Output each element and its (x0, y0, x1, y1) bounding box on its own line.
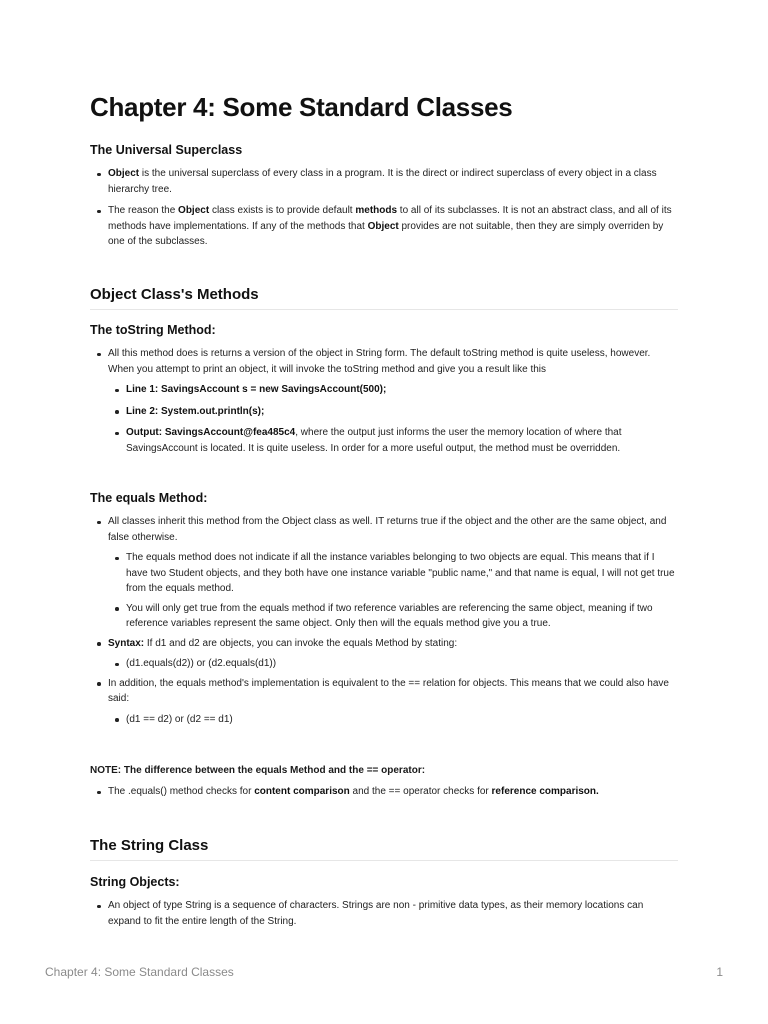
nested-list (108, 712, 678, 728)
list-item (126, 656, 678, 672)
bold-text: reference comparison. (491, 786, 599, 797)
text: If d1 and d2 are objects, you can invoke the equals Method by stating: (144, 637, 458, 649)
bold-text: Object (108, 168, 140, 179)
code-line-1: Line 1: SavingsAccount s = new SavingsAccount(500); (126, 384, 387, 395)
text: and the == operator checks for (349, 786, 492, 797)
text: The .equals() method checks for (108, 786, 255, 797)
text: , where the output just informs the user the memory location of where that SavingsAccount is located. It is quite useless. In order for a more useful output, the method must be overridden. (126, 427, 622, 454)
list-item (108, 784, 678, 800)
list-item (126, 382, 678, 398)
list-item (108, 346, 678, 456)
subsection-equals (90, 491, 678, 731)
list-item (126, 712, 678, 728)
bullet-list (90, 346, 678, 456)
bold-text: Object (178, 205, 210, 216)
list-item (126, 404, 678, 420)
text: class exists is to provide default (209, 205, 356, 216)
text: provides are not suitable, then they are simply overriden by one of the subclasses. (108, 220, 664, 247)
bullet-list (90, 514, 678, 727)
list-item (108, 514, 678, 632)
bullet-list (90, 898, 678, 929)
subsection-heading: String Objects: (90, 875, 180, 889)
text: The reason the (108, 205, 179, 216)
subsection-string-objects (90, 875, 678, 935)
list-item (126, 601, 678, 632)
bullet-list (90, 784, 678, 800)
nested-list (108, 656, 678, 672)
text: is the universal superclass of every class in a program. It is the direct or indirect superclass of every object in a class hierarchy tree. (108, 168, 657, 195)
section-heading: Object Class's Methods (90, 286, 678, 310)
subsection-heading: The toString Method: (90, 323, 216, 337)
text: You will only get true from the equals method if two reference variables are referencing the same object, meaning if two reference variables represent the same object. Only then will the equals method give you a true. (126, 602, 653, 629)
page-number: 1 (716, 965, 723, 979)
list-item (108, 636, 678, 672)
text: The equals method does not indicate if all the instance variables belonging to two objects are equal. This means that if I have two Student objects, and they both have one instance variable "public name," and that name is equal, I will not get true from the equals method. (126, 552, 675, 594)
list-item (126, 425, 678, 456)
bullet-list (90, 166, 678, 250)
section-heading: The Universal Superclass (90, 143, 243, 157)
list-item (108, 203, 678, 250)
page-title: Chapter 4: Some Standard Classes (90, 92, 513, 122)
section-universal-superclass (90, 143, 678, 256)
list-item (108, 898, 678, 929)
section-object-methods (90, 286, 678, 310)
list-item (126, 550, 678, 597)
list-item (108, 676, 678, 728)
subsection-heading: The equals Method: (90, 491, 208, 505)
bold-text: Object (367, 220, 399, 232)
list-item (108, 166, 678, 197)
nested-list (108, 550, 678, 632)
bold-text: Output: SavingsAccount@fea485c4 (126, 427, 296, 438)
subsection-tostring (90, 323, 678, 462)
note-heading: NOTE: The difference between the equals Method and the == operator: (90, 765, 426, 776)
text: In addition, the equals method's implementation is equivalent to the == relation for objects. This means that we could also have said: (108, 677, 669, 704)
text: All this method does is returns a version of the object in String form. The default toString method is quite useless, however. When you attempt to print an object, it will invoke the toString method and give you a result like this (108, 348, 651, 375)
bold-text: content comparison (254, 786, 350, 797)
bold-text: methods (355, 205, 398, 216)
section-string-class (90, 837, 678, 861)
bold-text: Syntax: (108, 637, 145, 649)
text: to all of its subclasses. It is not an abstract class, and all of its methods have implementations. If any of the methods that (108, 205, 672, 232)
code-line-2: Line 2: System.out.println(s); (126, 405, 265, 417)
code-text: (d1 == d2) or (d2 == d1) (126, 713, 233, 725)
text: All classes inherit this method from the Object class as well. IT returns true if the object and the other are the same object, and false otherwise. (108, 516, 667, 543)
nested-list (108, 382, 678, 456)
section-heading: The String Class (90, 837, 678, 861)
footer-title: Chapter 4: Some Standard Classes (45, 965, 234, 979)
note-block (90, 765, 678, 806)
text: An object of type String is a sequence of characters. Strings are non - primitive data types, as their memory locations can expand to fit the entire length of the String. (108, 900, 644, 927)
code-text: (d1.equals(d2)) or (d2.equals(d1)) (126, 658, 277, 669)
